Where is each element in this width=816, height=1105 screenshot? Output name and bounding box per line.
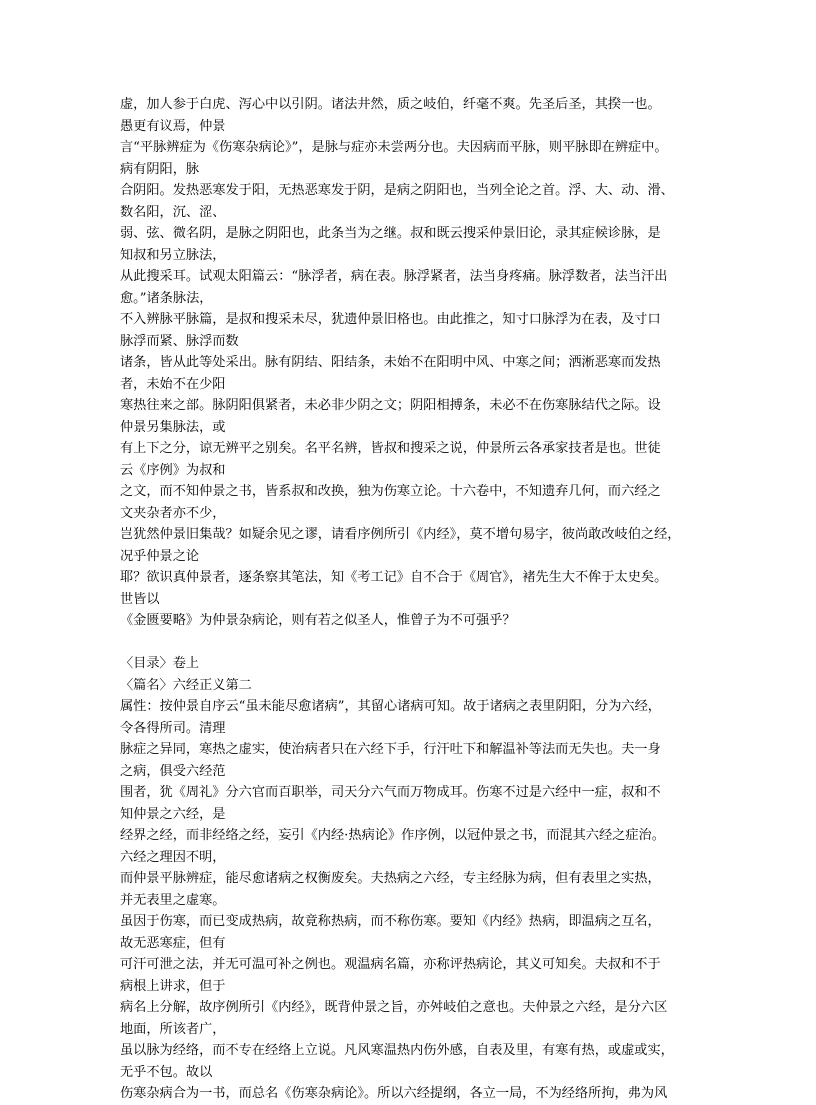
body-section xyxy=(120,696,700,1105)
text-line: 之文，而不知仲景之书，皆系叔和改换，独为伤寒立论。十六卷中，不知遗弃几何，而六经之 xyxy=(120,484,661,499)
paragraph-gap xyxy=(120,632,700,654)
preface-section xyxy=(120,94,700,632)
text-line: 而仲景平脉辨症，能尽愈诸病之权衡废矣。夫热病之六经，专主经脉为病，但有表里之实热， xyxy=(120,871,661,886)
text-line: 之病，俱受六经范 xyxy=(120,763,226,779)
text-line: 愈。”诸条脉法， xyxy=(120,290,213,306)
text-line: 六经之理因不明， xyxy=(120,849,226,865)
text-line: 世皆以 xyxy=(120,591,160,607)
document-page xyxy=(120,94,700,1105)
text-line: 数名阳，沉、涩、 xyxy=(120,204,226,220)
text-line: 寒热往来之部。脉阴阳俱紧者，未必非少阴之文；阴阳相搏条，未必不在伤寒脉结代之际。设 xyxy=(120,398,661,413)
text-line: 虚，加人参于白虎、泻心中以引阴。诸法井然，质之岐伯，纤毫不爽。先圣后圣，其揆一也。 xyxy=(120,97,661,112)
text-line: 仲景另集脉法，或 xyxy=(120,419,226,435)
text-line: 脉浮而紧、脉浮而数 xyxy=(120,333,239,349)
text-line: 文夹杂者亦不少， xyxy=(120,505,226,521)
text-line: 可汗可泄之法，并无可温可补之例也。观温病名篇，亦称评热病论，其义可知矣。夫叔和不于 xyxy=(120,957,661,972)
text-line: 弱、弦、微名阴，是脉之阴阳也，此条当为之继。叔和既云搜采仲景旧论，录其症候诊脉，是 xyxy=(120,226,661,241)
text-line: 诸条，皆从此等处采出。脉有阴结、阳结条，未始不在阳明中风、中寒之间；洒淅恶寒而发热 xyxy=(120,355,661,370)
text-line: 虽因于伤寒，而已变成热病，故竟称热病，而不称伤寒。要知《内经》热病，即温病之互名， xyxy=(120,914,661,929)
text-line: 知叔和另立脉法， xyxy=(120,247,226,263)
text-line: 者，未始不在少阳 xyxy=(120,376,226,392)
text-line: 愚更有议焉，仲景 xyxy=(120,118,226,134)
text-line: 经界之经，而非经络之经，妄引《内经·热病论》作序例，以冠仲景之书，而混其六经之症治。 xyxy=(120,828,665,843)
text-line: 脉症之异同，寒热之虚实，使治病者只在六经下手，行汗吐下和解温补等法而无失也。夫一身 xyxy=(120,742,661,757)
text-line: 况乎仲景之论 xyxy=(120,548,200,564)
text-line: 云《序例》为叔和 xyxy=(120,462,226,478)
text-line: 言“平脉辨症为《伤寒杂病论》”，是脉与症亦未尝两分也。夫因病而平脉，则平脉即在辨症中。 xyxy=(120,140,668,155)
text-line: 无乎不包。故以 xyxy=(120,1064,213,1080)
text-line: 耶？欲识真仲景者，逐条察其笔法，知《考工记》自不合于《周官》，褚先生大不侔于太史矣。 xyxy=(120,570,668,585)
text-line: 合阴阳。发热恶寒发于阳，无热恶寒发于阴，是病之阴阳也，当列全论之首。浮、大、动、滑、 xyxy=(120,183,674,198)
chapter-heading: 〈篇名〉六经正义第二 xyxy=(120,677,252,693)
text-line: 病有阴阳，脉 xyxy=(120,161,200,177)
text-line: 病根上讲求，但于 xyxy=(120,978,226,994)
text-line: 岂犹然仲景旧集哉？如疑余见之谬，请看序例所引《内经》，莫不增句易字，彼尚敢改岐伯之经， xyxy=(120,527,681,542)
text-line: 《金匮要略》为仲景杂病论，则有若之似圣人，惟曾子为不可强乎？ xyxy=(120,613,516,628)
text-line: 病名上分解，故序例所引《内经》，既背仲景之旨，亦舛岐伯之意也。夫仲景之六经，是分六区 xyxy=(120,1000,668,1015)
catalog-heading: 〈目录〉卷上 xyxy=(120,656,200,671)
text-line: 令各得所司。清理 xyxy=(120,720,226,736)
text-line: 地面，所该者广， xyxy=(120,1021,226,1037)
text-line: 知仲景之六经，是 xyxy=(120,806,226,822)
text-line: 不入辨脉平脉篇，是叔和搜采未尽，犹遗仲景旧格也。由此推之，知寸口脉浮为在表，及寸口 xyxy=(120,312,661,327)
text-line: 围者，犹《周礼》分六官而百职举，司天分六气而万物成耳。伤寒不过是六经中一症，叔和不 xyxy=(120,785,661,800)
text-line: 伤寒杂病合为一书，而总名《伤寒杂病论》。所以六经提纲，各立一局，不为经络所拘，弗为风 xyxy=(120,1086,668,1101)
text-line: 虽以脉为经络，而不专在经络上立说。凡风寒温热内伤外感，自表及里，有寒有热，或虚或实， xyxy=(120,1043,674,1058)
text-line: 并无表里之虚寒。 xyxy=(120,892,226,908)
text-line: 属性：按仲景自序云“虽未能尽愈诸病”，其留心诸病可知。故于诸病之表里阴阳，分为六经， xyxy=(120,699,661,714)
text-line: 有上下之分，谅无辨平之别矣。名平名辨，皆叔和搜采之说，仲景所云各承家技者是也。世徒 xyxy=(120,441,661,456)
text-line: 故无恶寒症，但有 xyxy=(120,935,226,951)
text-line: 从此搜采耳。试观太阳篇云：“脉浮者，病在表。脉浮紧者，法当身疼痛。脉浮数者，法当汗出 xyxy=(120,269,668,284)
